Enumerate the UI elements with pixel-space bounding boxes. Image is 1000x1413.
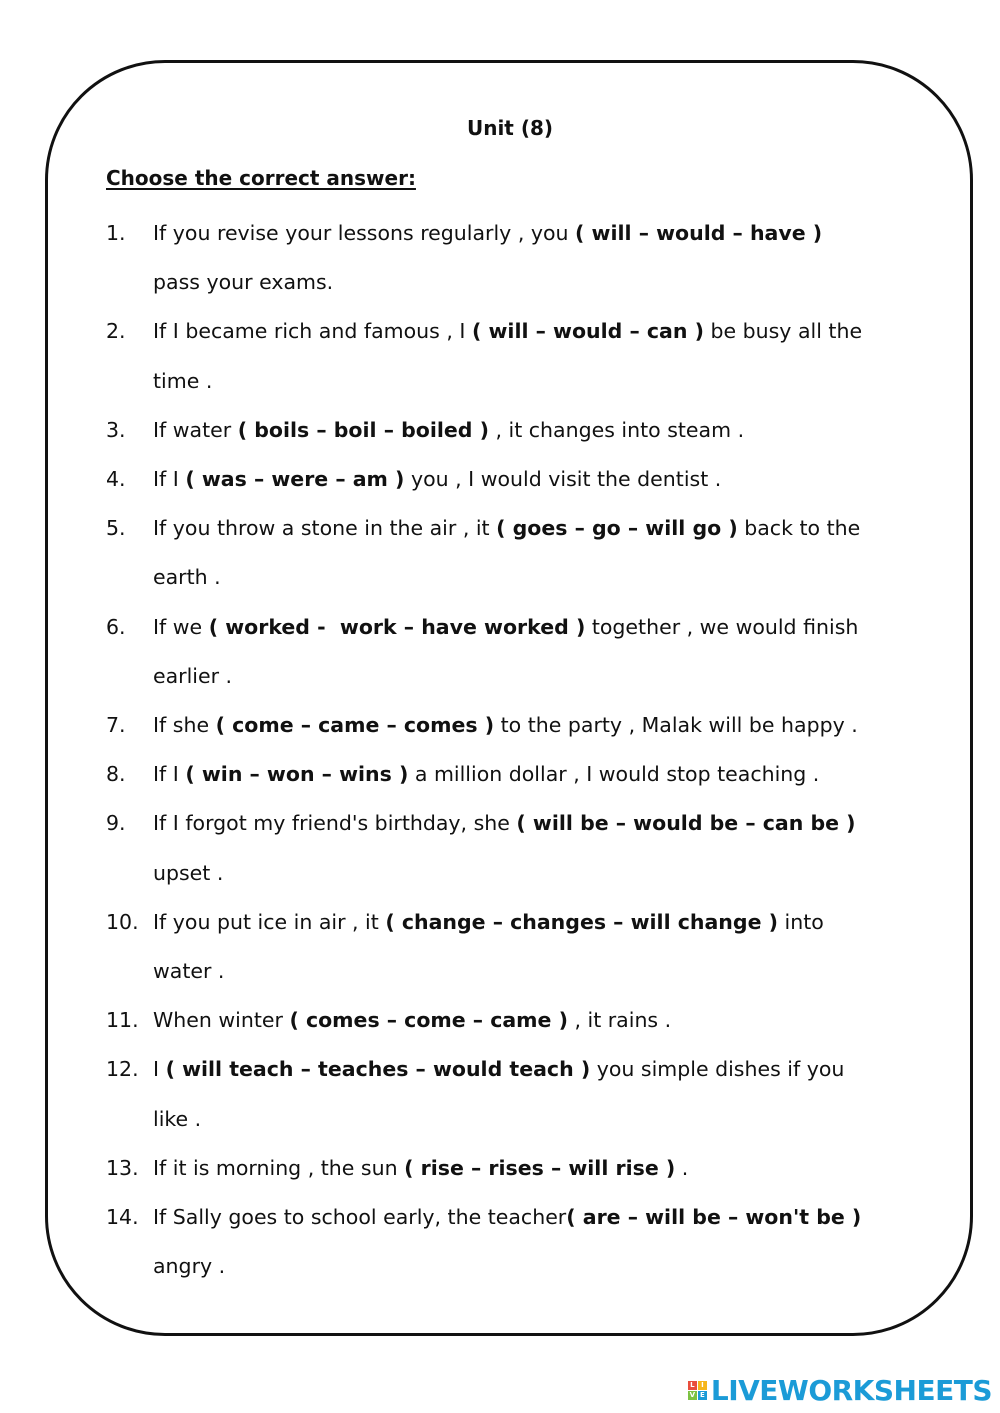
question-stem: I bbox=[153, 1057, 166, 1082]
question-text bbox=[153, 1045, 926, 1143]
question-continuation: time . bbox=[153, 368, 213, 393]
question-ending: you simple dishes if you bbox=[590, 1057, 845, 1082]
answer-options[interactable]: ( win – won – wins ) bbox=[185, 762, 409, 787]
liveworksheets-logo-icon bbox=[688, 1381, 707, 1400]
question-ending: together , we would finish bbox=[585, 614, 859, 639]
question-item bbox=[106, 750, 926, 799]
answer-options[interactable]: ( rise – rises – will rise ) bbox=[404, 1155, 676, 1180]
question-stem: If it is morning , the sun bbox=[153, 1155, 405, 1180]
question-ending: a million dollar , I would stop teaching . bbox=[408, 762, 820, 787]
answer-options[interactable]: ( goes – go – will go ) bbox=[496, 516, 738, 541]
question-continuation: angry . bbox=[153, 1254, 226, 1279]
answer-options[interactable]: ( was – were – am ) bbox=[185, 467, 405, 492]
question-ending: , it changes into steam . bbox=[488, 417, 745, 442]
answer-options[interactable]: ( will – would – have ) bbox=[575, 221, 823, 245]
question-text bbox=[153, 996, 926, 1045]
question-text bbox=[153, 1193, 926, 1291]
question-number: 3. bbox=[106, 417, 126, 442]
answer-options[interactable]: ( will teach – teaches – would teach ) bbox=[165, 1057, 591, 1082]
question-stem: If water bbox=[153, 417, 238, 442]
logo-letter-l: L bbox=[688, 1381, 697, 1390]
question-text bbox=[153, 898, 926, 996]
question-stem: If I bbox=[153, 467, 186, 492]
question-stem: If you revise your lessons regularly , you bbox=[153, 221, 576, 245]
question-stem: If I forgot my friend's birthday, she bbox=[153, 811, 517, 836]
question-continuation: pass your exams. bbox=[153, 270, 334, 295]
question-number: 10. bbox=[106, 909, 139, 934]
answer-options[interactable]: ( come – came – comes ) bbox=[215, 713, 495, 738]
answer-options[interactable]: ( comes – come – came ) bbox=[289, 1008, 568, 1033]
question-number: 11. bbox=[106, 1008, 139, 1033]
question-stem: If I became rich and famous , I bbox=[153, 319, 472, 344]
question-text bbox=[153, 603, 926, 701]
question-text bbox=[153, 701, 926, 750]
logo-letter-v: V bbox=[689, 1391, 696, 1399]
question-text bbox=[153, 1144, 926, 1193]
question-item bbox=[106, 1144, 926, 1193]
question-item bbox=[106, 603, 926, 701]
answer-options[interactable]: ( are – will be – won't be ) bbox=[566, 1205, 862, 1230]
question-number: 6. bbox=[106, 614, 126, 639]
question-list bbox=[106, 209, 926, 1291]
question-text bbox=[153, 455, 926, 504]
question-text bbox=[153, 209, 926, 307]
question-continuation: like . bbox=[153, 1106, 202, 1131]
question-item bbox=[106, 996, 926, 1045]
question-ending: , it rains . bbox=[567, 1008, 672, 1033]
answer-options[interactable]: ( boils – boil – boiled ) bbox=[237, 417, 489, 442]
question-ending: to the party , Malak will be happy . bbox=[494, 713, 858, 738]
instruction-heading: Choose the correct answer: bbox=[106, 166, 416, 190]
question-ending: you , I would visit the dentist . bbox=[404, 467, 722, 492]
question-item bbox=[106, 406, 926, 455]
question-stem: If she bbox=[153, 713, 216, 738]
logo-letter-i: I bbox=[698, 1381, 707, 1390]
question-ending: . bbox=[675, 1155, 689, 1180]
question-item bbox=[106, 898, 926, 996]
answer-options[interactable]: ( will – would – can ) bbox=[471, 319, 704, 344]
question-item bbox=[106, 1193, 926, 1291]
question-item bbox=[106, 504, 926, 602]
question-ending: into bbox=[778, 909, 824, 934]
question-continuation: earth . bbox=[153, 565, 221, 590]
question-text bbox=[153, 307, 926, 405]
answer-options[interactable]: ( worked - work – have worked ) bbox=[208, 614, 586, 639]
question-text bbox=[153, 406, 926, 455]
question-ending: back to the bbox=[737, 516, 861, 541]
question-item bbox=[106, 307, 926, 405]
question-continuation: earlier . bbox=[153, 663, 233, 688]
question-item bbox=[106, 799, 926, 897]
question-ending: be busy all the bbox=[703, 319, 863, 344]
unit-title: Unit (8) bbox=[466, 116, 554, 140]
watermark-text: LIVEWORKSHEETS bbox=[710, 1374, 992, 1407]
question-text bbox=[153, 504, 926, 602]
question-stem: If you put ice in air , it bbox=[153, 909, 386, 934]
question-number: 9. bbox=[106, 811, 126, 836]
question-number: 8. bbox=[106, 762, 126, 787]
question-item bbox=[106, 701, 926, 750]
question-stem: If we bbox=[153, 614, 209, 639]
question-item bbox=[106, 455, 926, 504]
question-number: 12. bbox=[106, 1057, 139, 1082]
question-number: 2. bbox=[106, 319, 126, 344]
question-stem: If you throw a stone in the air , it bbox=[153, 516, 497, 541]
question-number: 4. bbox=[106, 467, 126, 492]
question-item bbox=[106, 209, 926, 307]
question-continuation: upset . bbox=[153, 860, 224, 885]
question-stem: If I bbox=[153, 762, 186, 787]
question-number: 1. bbox=[106, 221, 126, 245]
question-text bbox=[153, 750, 926, 799]
question-number: 5. bbox=[106, 516, 126, 541]
question-number: 14. bbox=[106, 1205, 139, 1230]
answer-options[interactable]: ( change – changes – will change ) bbox=[385, 909, 778, 934]
question-number: 7. bbox=[106, 713, 126, 738]
question-number: 13. bbox=[106, 1155, 139, 1180]
question-stem: When winter bbox=[153, 1008, 290, 1033]
question-text bbox=[153, 799, 926, 897]
question-continuation: water . bbox=[153, 959, 225, 984]
question-stem: If Sally goes to school early, the teacher bbox=[153, 1205, 567, 1230]
liveworksheets-watermark bbox=[688, 1374, 992, 1407]
question-item bbox=[106, 1045, 926, 1143]
logo-letter-e: E bbox=[698, 1391, 707, 1400]
answer-options[interactable]: ( will be – would be – can be ) bbox=[516, 811, 856, 836]
